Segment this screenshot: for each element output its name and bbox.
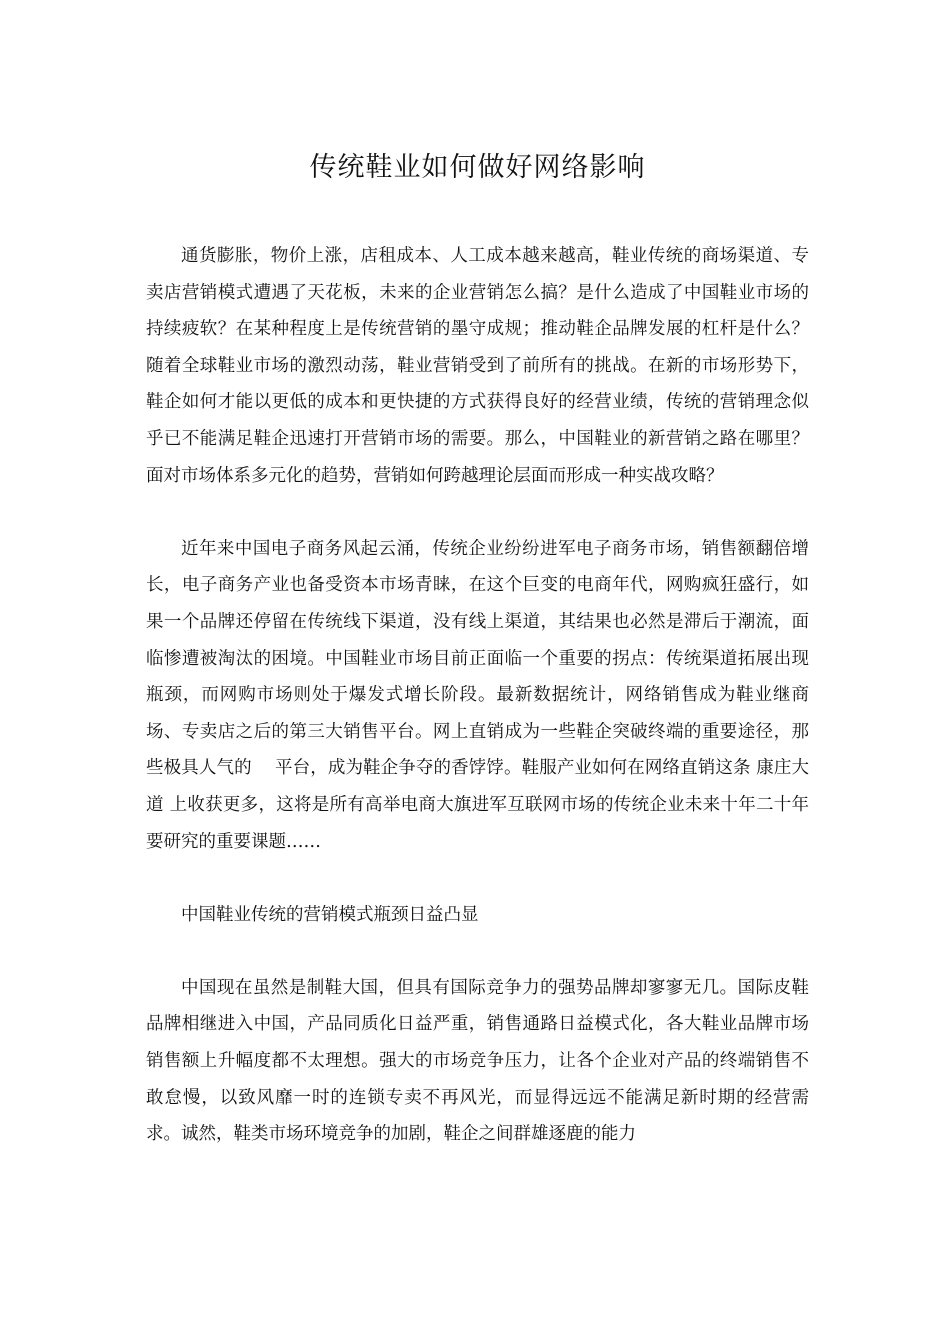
- paragraph-intro: 通货膨胀，物价上涨，店租成本、人工成本越来越高，鞋业传统的商场渠道、专卖店营销模式遭遇了天花板，未来的企业营销怎么搞？是什么造成了中国鞋业市场的持续疲软？在某种程度上是传统营销的墨守成规；推动鞋企品牌发展的杠杆是什么？随着全球鞋业市场的激烈动荡，鞋业营销受到了前所有的挑战。在新的市场形势下，鞋企如何才能以更低的成本和更快捷的方式获得良好的经营业绩，传统的营销理念似乎已不能满足鞋企迅速打开营销市场的需要。那么，中国鞋业的新营销之路在哪里？面对市场体系多元化的趋势，营销如何跨越理论层面而形成一种实战攻略？: [146, 246, 809, 486]
- document-title: 传统鞋业如何做好网络影响: [309, 152, 646, 183]
- section-heading: 中国鞋业传统的营销模式瓶颈日益凸显: [181, 904, 479, 925]
- paragraph-section-body: 中国现在虽然是制鞋大国，但具有国际竞争力的强势品牌却寥寥无几。国际皮鞋品牌相继进入中国，产品同质化日益严重，销售通路日益模式化，各大鞋业品牌市场销售额上升幅度都不太理想。强大的市场竞争压力，让各个企业对产品的终端销售不敢怠慢，以致风靡一时的连锁专卖不再风光，而显得远远不能满足新时期的经营需求。诚然，鞋类市场环境竞争的加剧，鞋企之间群雄逐鹿的能力: [146, 977, 809, 1145]
- paragraph-ecommerce: 近年来中国电子商务风起云涌，传统企业纷纷进军电子商务市场，销售额翻倍增长，电子商务产业也备受资本市场青睐，在这个巨变的电商年代，网购疯狂盛行，如果一个品牌还停留在传统线下渠道，没有线上渠道，其结果也必然是滞后于潮流，面临惨遭被淘汰的困境。中国鞋业市场目前正面临一个重要的拐点：传统渠道拓展出现瓶颈，而网购市场则处于爆发式增长阶段。最新数据统计，网络销售成为鞋业继商场、专卖店之后的第三大销售平台。网上直销成为一些鞋企突破终端的重要途径，那些极具人气的 平台，成为鞋企争夺的香饽饽。鞋服产业如何在网络直销这条 康庄大道 上收获更多，这将是所有高举电商大旗进军互联网市场的传统企业未来十年二十年要研究的重要课题……: [146, 538, 809, 852]
